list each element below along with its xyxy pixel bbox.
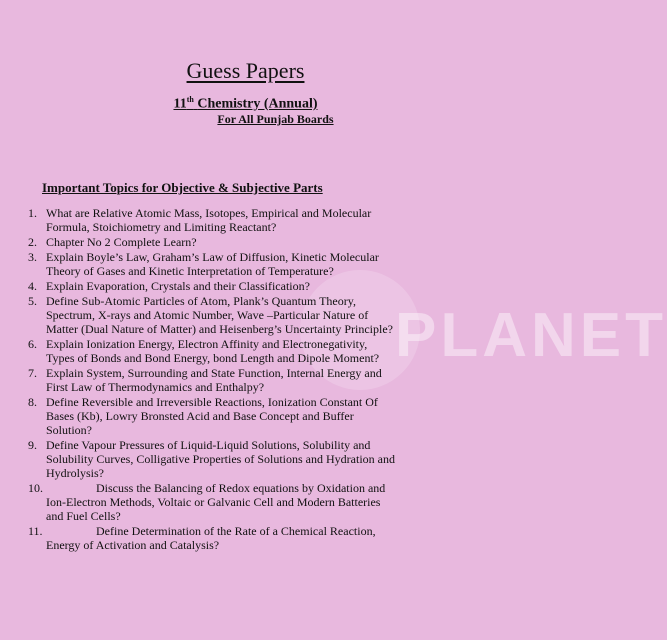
grade-suffix: th <box>186 95 194 104</box>
grade-number: 11 <box>173 96 187 112</box>
topic-number: 2. <box>28 235 37 249</box>
topic-text: Chapter No 2 Complete Learn? <box>46 235 197 249</box>
topic-item <box>28 524 398 552</box>
topic-number: 5. <box>28 294 37 308</box>
topic-item <box>28 481 398 523</box>
topic-text: Explain Boyle’s Law, Graham’s Law of Diffusion, Kinetic Molecular Theory of Gases and Kinetic Interpretation of Temperature? <box>46 250 379 278</box>
topic-number: 3. <box>28 250 37 264</box>
topic-text: Define Reversible and Irreversible Reactions, Ionization Constant Of Bases (Kb), Lowry Bronsted Acid and Base Concept and Buffer Solution? <box>46 395 378 437</box>
topic-number: 1. <box>28 206 37 220</box>
watermark-text: PLANET <box>395 301 667 370</box>
topic-item <box>28 294 398 336</box>
topic-number: 8. <box>28 395 37 409</box>
topic-text: Define Sub-Atomic Particles of Atom, Plank’s Quantum Theory, Spectrum, X-rays and Atomic Number, Wave –Particular Nature of Matter (Dual Nature of Matter) and Heisenberg’s Uncertainty Principle? <box>46 294 393 336</box>
boards-subtitle: For All Punjab Boards <box>217 112 334 126</box>
topic-item <box>28 337 398 365</box>
topic-item <box>28 206 398 234</box>
page-title: Guess Papers <box>186 58 305 83</box>
topic-item <box>28 250 398 278</box>
topic-number: 10. <box>28 481 43 495</box>
topic-text: Define Determination of the Rate of a Chemical Reaction, Energy of Activation and Catalysis? <box>46 524 376 552</box>
topic-number: 11. <box>28 524 43 538</box>
topic-number: 6. <box>28 337 37 351</box>
subject-heading <box>0 95 491 113</box>
topic-item <box>28 279 398 293</box>
topic-number: 4. <box>28 279 37 293</box>
topic-item <box>28 235 398 249</box>
subject-name: Chemistry (Annual) <box>197 96 318 112</box>
topic-item <box>28 366 398 394</box>
topics-list <box>28 206 398 553</box>
topic-item <box>28 395 398 437</box>
topic-text: Explain Ionization Energy, Electron Affinity and Electronegativity, Types of Bonds and Bond Energy, bond Length and Dipole Moment? <box>46 337 380 365</box>
topic-text: What are Relative Atomic Mass, Isotopes, Empirical and Molecular Formula, Stoichiometry and Limiting Reactant? <box>46 206 372 234</box>
topic-text: Define Vapour Pressures of Liquid-Liquid Solutions, Solubility and Solubility Curves, Colligative Properties of Solutions and Hydration and Hydrolysis? <box>46 438 395 480</box>
topic-text: Discuss the Balancing of Redox equations by Oxidation and Ion-Electron Methods, Voltaic or Galvanic Cell and Modern Batteries and Fuel Cells? <box>46 481 386 523</box>
topic-number: 7. <box>28 366 37 380</box>
topic-text: Explain System, Surrounding and State Function, Internal Energy and First Law of Thermodynamics and Enthalpy? <box>46 366 382 394</box>
topic-item <box>28 438 398 480</box>
topic-text: Explain Evaporation, Crystals and their Classification? <box>46 279 310 293</box>
topic-number: 9. <box>28 438 37 452</box>
section-heading: Important Topics for Objective & Subjective Parts <box>42 180 323 195</box>
